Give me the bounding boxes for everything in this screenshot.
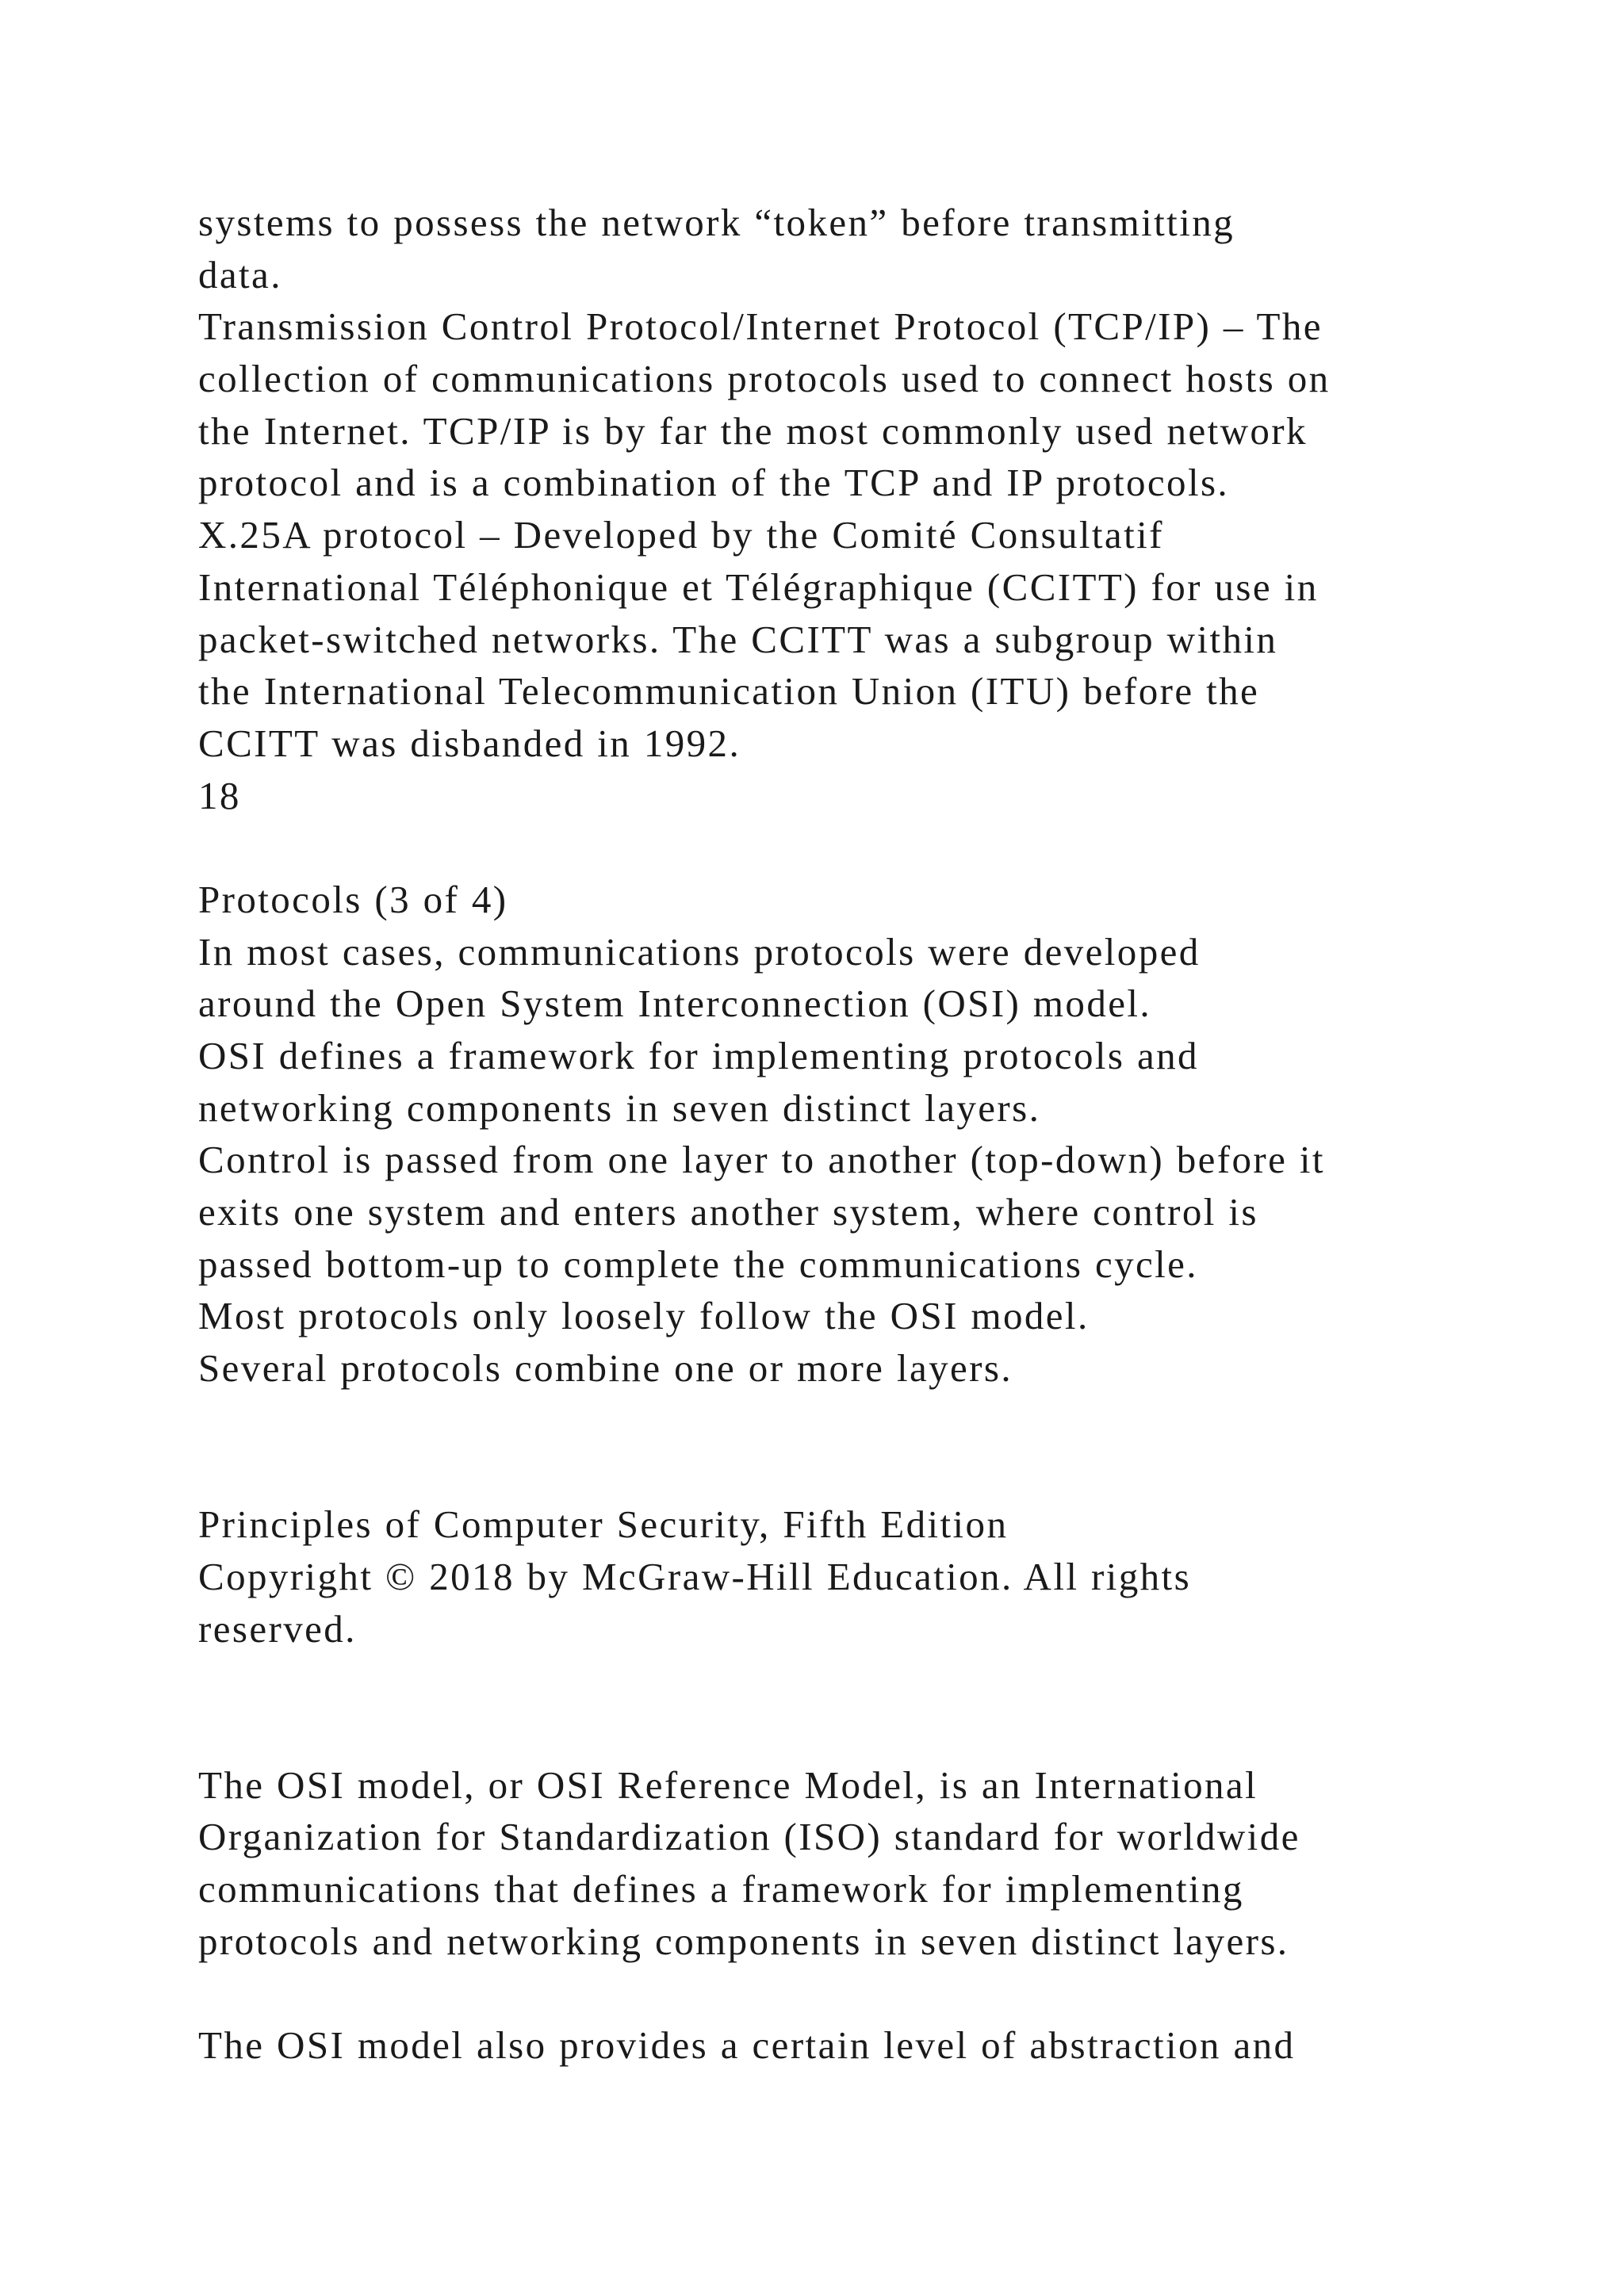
- copyright-line: Copyright © 2018 by McGraw-Hill Education. All rights: [198, 1554, 1192, 1598]
- text-line: packet-switched networks. The CCITT was a subgroup within: [198, 617, 1278, 661]
- text-line: Most protocols only loosely follow the OSI model.: [198, 1294, 1090, 1338]
- blank-line: [198, 821, 1546, 874]
- text-line: The OSI model, or OSI Reference Model, is an International: [198, 1762, 1258, 1807]
- blank-line: [198, 1395, 1546, 1447]
- text-line: exits one system and enters another system, where control is: [198, 1190, 1258, 1234]
- text-line: communications that defines a framework for implementing: [198, 1867, 1244, 1911]
- text-line: OSI defines a framework for implementing protocols and: [198, 1034, 1199, 1077]
- text-line: X.25A protocol – Developed by the Comité Consultatif: [198, 513, 1164, 557]
- text-line: data.: [198, 252, 282, 297]
- text-line: passed bottom-up to complete the communications cycle.: [198, 1242, 1198, 1286]
- text-line: the International Telecommunication Union (ITU) before the: [198, 669, 1260, 714]
- book-title: Principles of Computer Security, Fifth Edition: [198, 1502, 1009, 1547]
- text-line: Control is passed from one layer to another (top-down) before it: [198, 1138, 1325, 1182]
- text-line: In most cases, communications protocols were developed: [198, 929, 1201, 974]
- blank-line: [198, 1707, 1546, 1759]
- document-body: [198, 197, 1546, 2072]
- blank-line: [198, 1967, 1546, 2019]
- text-line: protocols and networking components in seven distinct layers.: [198, 1919, 1289, 1963]
- text-line: Organization for Standardization (ISO) standard for worldwide: [198, 1815, 1300, 1859]
- blank-line: [198, 1655, 1546, 1707]
- text-line: systems to possess the network “token” before transmitting: [198, 201, 1235, 244]
- text-line: Transmission Control Protocol/Internet Protocol (TCP/IP) – The: [198, 304, 1323, 349]
- text-line: CCITT was disbanded in 1992.: [198, 721, 741, 765]
- text-line: International Téléphonique et Télégraphique (CCITT) for use in: [198, 564, 1319, 609]
- text-line: collection of communications protocols used to connect hosts on: [198, 357, 1331, 401]
- copyright-line: reserved.: [198, 1606, 357, 1651]
- text-line: the Internet. TCP/IP is by far the most commonly used network: [198, 408, 1308, 453]
- slide-title: Protocols (3 of 4): [198, 877, 508, 921]
- blank-line: [198, 1447, 1546, 1499]
- text-line: The OSI model also provides a certain level of abstraction and: [198, 2023, 1296, 2068]
- text-line: protocol and is a combination of the TCP and IP protocols.: [198, 461, 1230, 505]
- text-line: Several protocols combine one or more layers.: [198, 1346, 1013, 1391]
- slide-number: 18: [198, 773, 241, 817]
- text-line: around the Open System Interconnection (OSI) model.: [198, 982, 1152, 1026]
- text-line: networking components in seven distinct layers.: [198, 1085, 1041, 1130]
